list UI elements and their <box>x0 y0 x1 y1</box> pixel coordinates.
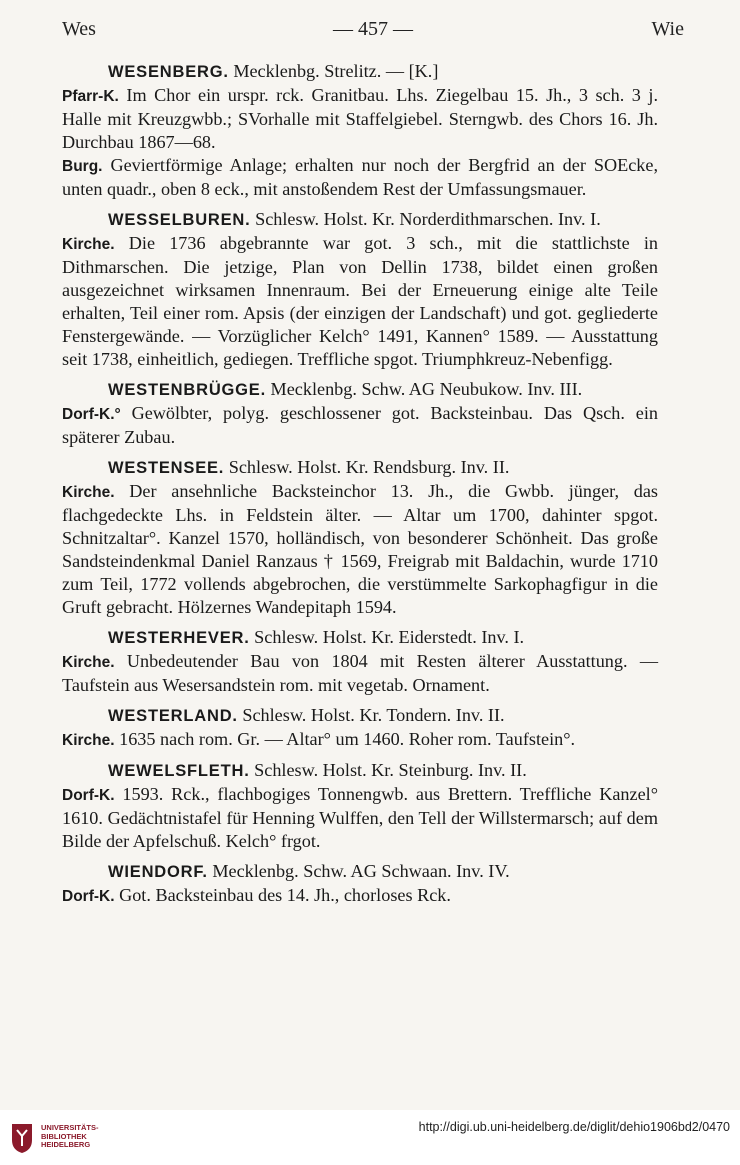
source-url-link[interactable]: http://digi.ub.uni-heidelberg.de/diglit/dehio1906bd2/0470 <box>418 1120 730 1134</box>
place-location: Schlesw. Holst. Kr. Rendsburg. Inv. II. <box>228 457 510 477</box>
building-label: Burg. <box>62 158 103 175</box>
entry-heading <box>62 626 658 650</box>
entry-heading <box>62 60 658 84</box>
place-name: WESTERHEVER. <box>108 629 250 647</box>
place-name: WESENBERG. <box>108 63 229 81</box>
gazetteer-entry <box>62 378 658 449</box>
place-name: WESTENSEE. <box>108 459 225 477</box>
description-text: Unbedeutender Bau von 1804 mit Resten älterer Ausstattung. — Taufstein aus Wesersandstein rom. mit vegetab. Ornament. <box>62 651 659 695</box>
header-left-keyword: Wes <box>62 18 96 40</box>
building-label: Kirche. <box>62 484 115 501</box>
gazetteer-entry <box>62 456 658 619</box>
description-text: 1593. Rck., flachbogiges Tonnengwb. aus Brettern. Treffliche Kanzel° 1610. Gedächtnistafel für Henning Wulffen, den Tell der Willstermarsch; auf dem Bilde der Apfelschuß. Kelch° frgot. <box>62 784 658 851</box>
gazetteer-entry <box>62 208 658 371</box>
gazetteer-entry <box>62 860 658 908</box>
building-label: Kirche. <box>62 236 115 253</box>
place-location: Mecklenbg. Schw. AG Neubukow. Inv. III. <box>270 379 583 399</box>
place-location: Schlesw. Holst. Kr. Norderdithmarschen. Inv. I. <box>255 209 601 229</box>
entry-paragraph <box>62 783 658 853</box>
gazetteer-entry <box>62 626 658 697</box>
library-name: UNIVERSITÄTS- BIBLIOTHEK HEIDELBERG <box>41 1123 99 1149</box>
place-location: Mecklenbg. Schw. AG Schwaan. Inv. IV. <box>212 861 510 881</box>
gazetteer-entry <box>62 704 658 752</box>
page-number: — 457 — <box>333 18 413 40</box>
place-name: WESTERLAND. <box>108 707 238 725</box>
library-seal-icon <box>8 1122 36 1154</box>
entry-paragraph <box>62 480 658 619</box>
place-name: WESTENBRÜGGE. <box>108 381 266 399</box>
page-body <box>62 60 658 915</box>
building-label: Kirche. <box>62 732 115 749</box>
entry-paragraph <box>62 402 658 449</box>
place-location: Schlesw. Holst. Kr. Tondern. Inv. II. <box>242 705 505 725</box>
place-location: Schlesw. Holst. Kr. Steinburg. Inv. II. <box>254 760 527 780</box>
gazetteer-entry <box>62 60 658 201</box>
description-text: Der ansehnliche Backsteinchor 13. Jh., die Gwbb. jünger, das flachgedeckte Lhs. in Feldstein älter. — Altar um 1700, dahinter spgot. Schnitzaltar°. Kanzel 1570, holländisch, von besonderer Schönheit. Das große Sandsteindenkmal Daniel Ranzaus † 1569, Freigrab mit Baldachin, wurde 1710 zum Teil, 1772 vollends abgebrochen, die verstümmelte Sarkophagfigur in die Gruft gebracht. Hölzernes Wandepitaph 1594. <box>62 481 658 617</box>
library-logo[interactable] <box>8 1120 128 1156</box>
place-name: WIENDORF. <box>108 863 208 881</box>
place-name: WEWELSFLETH. <box>108 762 250 780</box>
entry-heading <box>62 378 658 402</box>
entry-paragraph <box>62 728 658 752</box>
description-text: Im Chor ein urspr. rck. Granitbau. Lhs. Ziegelbau 15. Jh., 3 sch. 3 j. Halle mit Kreuzgwbb.; SVorhalle mit Staffelgiebel. Sterngwb. des Chors 16. Jh. Durchbau 1867—68. <box>62 85 659 152</box>
place-name: WESSELBUREN. <box>108 211 251 229</box>
running-header <box>62 18 684 46</box>
description-text: Got. Backsteinbau des 14. Jh., chorloses Rck. <box>119 885 451 905</box>
header-right-keyword: Wie <box>651 18 684 40</box>
footer-bar <box>0 1110 740 1165</box>
entry-heading <box>62 860 658 884</box>
entry-heading <box>62 208 658 232</box>
building-label: Pfarr-K. <box>62 88 119 105</box>
description-text: 1635 nach rom. Gr. — Altar° um 1460. Roher rom. Taufstein°. <box>119 729 576 749</box>
building-label: Kirche. <box>62 654 115 671</box>
entry-heading <box>62 759 658 783</box>
entry-paragraph <box>62 84 658 154</box>
entry-paragraph <box>62 232 658 371</box>
entry-paragraph <box>62 650 658 697</box>
description-text: Geviertförmige Anlage; erhalten nur noch der Bergfrid an der SOEcke, unten quadr., oben 8 eck., mit anstoßendem Rest der Umfassungsmauer. <box>62 155 658 199</box>
gazetteer-entry <box>62 759 658 853</box>
entry-paragraph <box>62 884 658 908</box>
entry-paragraph <box>62 154 658 201</box>
place-location: Mecklenbg. Strelitz. — [K.] <box>233 61 439 81</box>
description-text: Die 1736 abgebrannte war got. 3 sch., mit die stattlichste in Dithmarschen. Die jetzige, Plan von Dellin 1738, bildet einen großen ausgezeichnet wirksamen Innenraum. Bei der Erneuerung einige alte Teile erhalten, Teil einer rom. Apsis (der einzigen der Landschaft) und got. gegliederte Fenstergewände. — Vorzüglicher Kelch° 1491, Kannen° 1589. — Ausstattung seit 1738, einheitlich, gediegen. Treffliche spgot. Triumphkreuz-Nebenfigg. <box>62 233 659 369</box>
entry-heading <box>62 704 658 728</box>
place-location: Schlesw. Holst. Kr. Eiderstedt. Inv. I. <box>254 627 525 647</box>
entry-heading <box>62 456 658 480</box>
building-label: Dorf-K.° <box>62 406 121 423</box>
description-text: Gewölbter, polyg. geschlossener got. Backsteinbau. Das Qsch. ein späterer Zubau. <box>62 403 659 447</box>
building-label: Dorf-K. <box>62 787 115 804</box>
building-label: Dorf-K. <box>62 888 115 905</box>
